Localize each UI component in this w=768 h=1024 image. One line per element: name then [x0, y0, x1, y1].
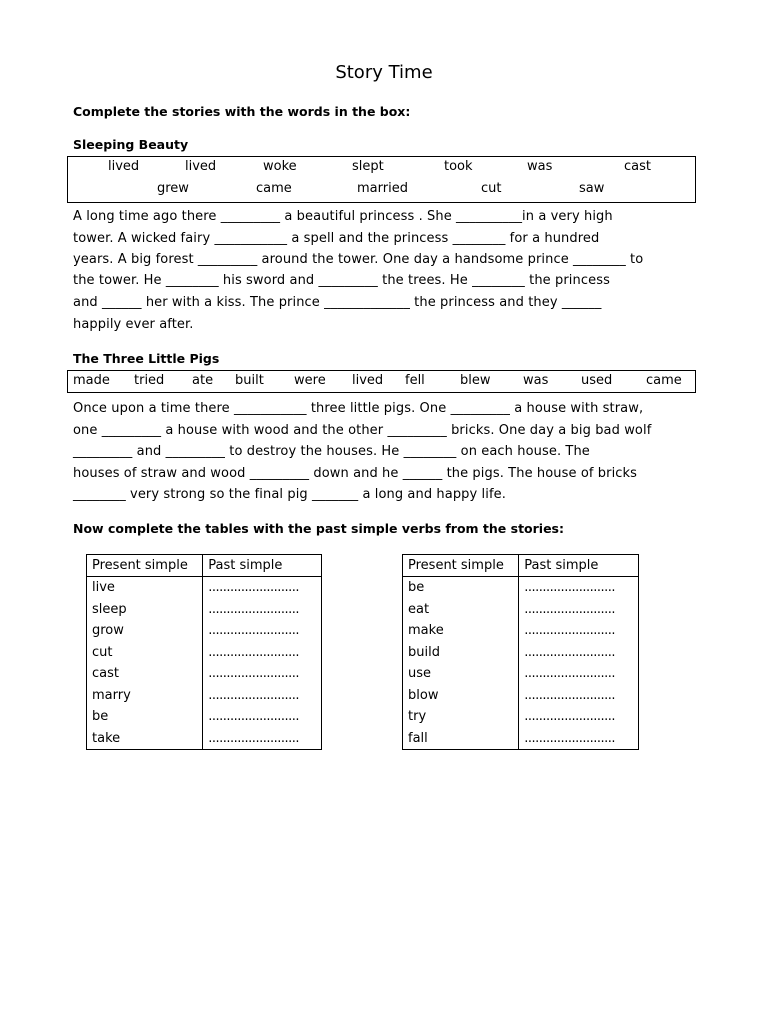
present-verb: be	[403, 577, 519, 599]
past-verb-blank[interactable]: .........................	[519, 642, 639, 664]
word-box-word: lived	[108, 159, 140, 174]
page-title: Story Time	[335, 62, 433, 83]
present-verb: cast	[87, 663, 203, 685]
past-verb-blank[interactable]: .........................	[519, 706, 639, 728]
word-box-word: came	[646, 373, 682, 388]
word-box-word: used	[581, 373, 613, 388]
verb-table-1	[86, 554, 322, 750]
column-header-present-simple: Present simple	[403, 555, 519, 577]
present-verb: build	[403, 642, 519, 664]
present-verb: eat	[403, 599, 519, 621]
verb-table-2	[402, 554, 639, 750]
word-box-word: were	[294, 373, 326, 388]
present-verb: try	[403, 706, 519, 728]
word-box-word: grew	[157, 181, 189, 196]
past-verb-blank[interactable]: .........................	[519, 685, 639, 707]
story-line: years. A big forest _________ around the tower. One day a handsome prince ________ to	[73, 252, 644, 267]
story-line: happily ever after.	[73, 317, 194, 332]
story-line: Once upon a time there ___________ three little pigs. One _________ a house with straw,	[73, 401, 644, 416]
present-verb: marry	[87, 685, 203, 707]
word-box-sleeping-beauty	[67, 156, 696, 203]
word-box-word: woke	[263, 159, 297, 174]
story-line: houses of straw and wood _________ down and he ______ the pigs. The house of bricks	[73, 466, 638, 481]
past-verb-blank[interactable]: .........................	[203, 728, 322, 750]
present-verb: make	[403, 620, 519, 642]
column-header-present-simple: Present simple	[87, 555, 203, 577]
word-box-word: made	[73, 373, 110, 388]
word-box-word: was	[523, 373, 549, 388]
story-line: ________ very strong so the final pig _______ a long and happy life.	[73, 487, 506, 502]
past-verb-blank[interactable]: .........................	[203, 642, 322, 664]
word-box-word: ate	[192, 373, 214, 388]
word-box-word: lived	[352, 373, 384, 388]
story-line: tower. A wicked fairy ___________ a spell and the princess ________ for a hundred	[73, 231, 600, 246]
present-verb: blow	[403, 685, 519, 707]
word-box-word: tried	[134, 373, 165, 388]
story-heading-sleeping-beauty: Sleeping Beauty	[73, 137, 189, 152]
past-verb-blank[interactable]: .........................	[203, 663, 322, 685]
past-verb-blank[interactable]: .........................	[519, 728, 639, 750]
past-verb-blank[interactable]: .........................	[203, 577, 322, 599]
present-verb: use	[403, 663, 519, 685]
column-header-past-simple: Past simple	[519, 555, 639, 577]
past-verb-blank[interactable]: .........................	[519, 620, 639, 642]
past-verb-blank[interactable]: .........................	[203, 685, 322, 707]
word-box-word: cut	[481, 181, 502, 196]
past-verb-blank[interactable]: .........................	[203, 599, 322, 621]
past-verb-blank[interactable]: .........................	[203, 620, 322, 642]
story-line: A long time ago there _________ a beautiful princess . She __________in a very high	[73, 209, 613, 224]
word-box-word: married	[357, 181, 408, 196]
column-header-past-simple: Past simple	[203, 555, 322, 577]
word-box-word: slept	[352, 159, 384, 174]
word-box-word: was	[527, 159, 553, 174]
present-verb: be	[87, 706, 203, 728]
word-box-word: took	[444, 159, 473, 174]
past-verb-blank[interactable]: .........................	[519, 599, 639, 621]
word-box-three-little-pigs	[67, 370, 696, 393]
word-box-word: saw	[579, 181, 605, 196]
present-verb: live	[87, 577, 203, 599]
story-heading-three-little-pigs: The Three Little Pigs	[73, 351, 220, 366]
past-verb-blank[interactable]: .........................	[203, 706, 322, 728]
story-line: and ______ her with a kiss. The prince _____________ the princess and they ______	[73, 295, 602, 310]
past-verb-blank[interactable]: .........................	[519, 577, 639, 599]
present-verb: cut	[87, 642, 203, 664]
story-line: one _________ a house with wood and the other _________ bricks. One day a big bad wolf	[73, 423, 652, 438]
instruction-complete-tables: Now complete the tables with the past simple verbs from the stories:	[73, 521, 564, 536]
present-verb: fall	[403, 728, 519, 750]
word-box-word: lived	[185, 159, 217, 174]
word-box-word: fell	[405, 373, 425, 388]
word-box-word: cast	[624, 159, 651, 174]
present-verb: grow	[87, 620, 203, 642]
story-line: _________ and _________ to destroy the houses. He ________ on each house. The	[73, 444, 590, 459]
present-verb: sleep	[87, 599, 203, 621]
story-line: the tower. He ________ his sword and _________ the trees. He ________ the princess	[73, 273, 610, 288]
past-verb-blank[interactable]: .........................	[519, 663, 639, 685]
word-box-word: built	[235, 373, 264, 388]
word-box-word: blew	[460, 373, 491, 388]
present-verb: take	[87, 728, 203, 750]
word-box-word: came	[256, 181, 292, 196]
instruction-complete-stories: Complete the stories with the words in the box:	[73, 104, 411, 119]
